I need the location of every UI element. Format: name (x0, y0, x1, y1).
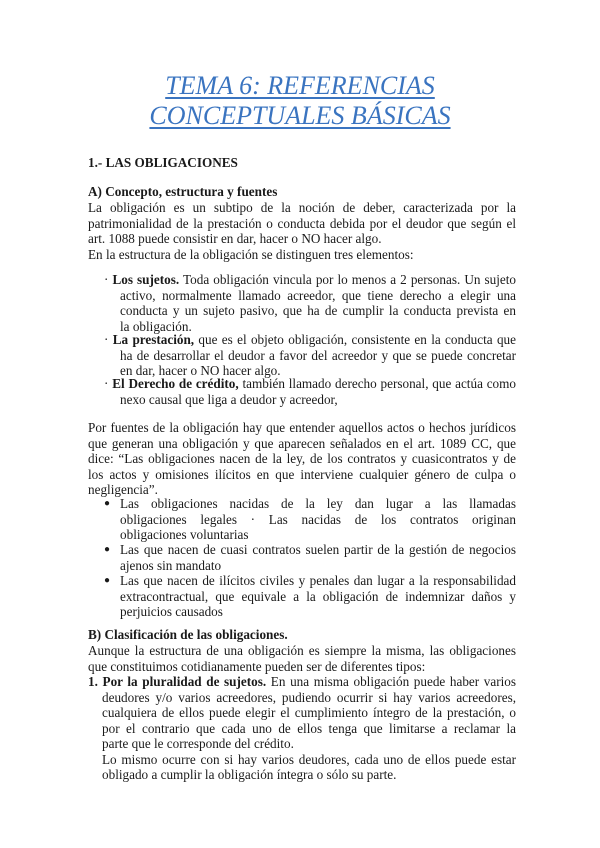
sources-list-item (104, 573, 516, 620)
sources-paragraph (88, 420, 516, 498)
element-text: activo, normalmente llamado acreedor, que tiene derecho a elegir una (120, 287, 516, 303)
page-title-line-1: TEMA 6: REFERENCIAS (165, 71, 435, 100)
item-text: Lo mismo ocurre con si hay varios deudores, cada uno de ellos puede estar (102, 751, 516, 767)
paragraph-line: Aunque la estructura de una obligación es siempre la misma, las obligaciones (88, 643, 516, 658)
subsection-b-heading: B) Clasificación de las obligaciones. (88, 627, 288, 642)
element-term: Los sujetos. (112, 272, 180, 287)
classification-intro (88, 643, 516, 674)
element-text: Toda obligación vincula por lo menos a 2 personas. Un sujeto (179, 272, 516, 287)
sources-list-item (104, 542, 516, 573)
section-heading: 1.- LAS OBLIGACIONES (88, 155, 238, 170)
element-text: que es el objeto obligación, consistente en la conducta que (194, 332, 516, 347)
bullet: · (104, 272, 109, 287)
paragraph-line: que constituimos cotidianamente pueden ser de diferentes tipos: (88, 658, 426, 674)
paragraph-line: En la estructura de la obligación se distinguen tres elementos: (88, 246, 414, 262)
element-text: nexo causal que liga a deudor y acreedor, (120, 391, 338, 407)
bullet: · (104, 376, 109, 391)
element-text: la obligación. (120, 318, 192, 334)
item-text: obligado a cumplir la obligación íntegra o sólo su parte. (102, 767, 397, 782)
sources-list-item (104, 496, 516, 543)
element-text: ha de desarrollar el deudor a favor del acreedor y que se puede concretar (120, 347, 516, 363)
item-text: En una misma obligación puede haber varios (266, 674, 517, 689)
paragraph-line: negligencia”. (88, 482, 158, 497)
element-item-prestacion (104, 332, 516, 379)
list-text: Las obligaciones nacidas de la ley dan lugar a las llamadas (120, 496, 516, 511)
paragraph-line: los actos y omisiones ilícitos en que interviene cualquier género de culpa o (88, 466, 516, 482)
element-item-credito (104, 376, 516, 407)
paragraph-line: Por fuentes de la obligación hay que entender aquellos actos o hechos jurídicos (88, 420, 516, 435)
element-text: conducta y un sujeto pasivo, que ha de cumplir la conducta prevista en (120, 303, 516, 318)
paragraph-line: art. 1088 puede consistir en dar, hacer o NO hacer algo. (88, 231, 382, 246)
paragraph-line: que generan una obligación y que aparecen señalados en el art. 1089 CC, que (88, 435, 516, 451)
element-text: también llamado derecho personal, que actúa como (238, 376, 517, 391)
element-item-subjects (104, 272, 516, 334)
subsection-a-heading: A) Concepto, estructura y fuentes (88, 184, 278, 199)
item-text: deudores y/o varios acreedores, pudiendo ocurrir si hay varios acreedores, (102, 689, 516, 705)
list-text: Las que nacen de ilícitos civiles y penales dan lugar a la responsabilidad (120, 573, 516, 588)
list-text: Las que nacen de cuasi contratos suelen partir de la gestión de negocios (120, 542, 516, 557)
item-text: por el contrario que cada uno de ellos tenga que limitarse a reclamar la (102, 720, 516, 736)
list-text: perjuicios causados (120, 604, 223, 619)
paragraph-line: dice: “Las obligaciones nacen de la ley, de los contratos y cuasicontratos y de (88, 451, 516, 466)
bullet-dot: ● (104, 544, 111, 555)
item-text: parte que le corresponde del crédito. (102, 736, 294, 751)
list-text: obligaciones voluntarias (120, 527, 249, 542)
classification-item (88, 674, 516, 783)
element-term: El Derecho de crédito, (112, 376, 239, 391)
bullet-dot: ● (104, 498, 111, 509)
paragraph-line: La obligación es un subtipo de la noción de deber, caracterizada por la (88, 200, 516, 215)
page-title-line-2: CONCEPTUALES BÁSICAS (149, 101, 451, 130)
list-text: extracontractual, que equivale a la obligación de indemnizar daños y (120, 588, 516, 604)
paragraph-line: patrimonialidad de la prestación o conducta debida por el deudor que según el (88, 215, 516, 231)
definition-paragraph (88, 200, 516, 262)
bullet-dot: ● (104, 575, 111, 586)
element-term: La prestación, (112, 332, 195, 347)
bullet: · (104, 332, 109, 347)
item-term: Por la pluralidad de sujetos. (102, 674, 267, 689)
item-text: cualquiera de ellos puede elegir el cumplimiento íntegro de la prestación, o (102, 705, 516, 720)
list-text: obligaciones legales · Las nacidas de los contratos originan (120, 511, 516, 527)
item-number: 1. (88, 674, 98, 689)
element-text: en dar, hacer o NO hacer algo. (120, 363, 281, 378)
list-text: ajenos sin mandato (120, 557, 222, 573)
